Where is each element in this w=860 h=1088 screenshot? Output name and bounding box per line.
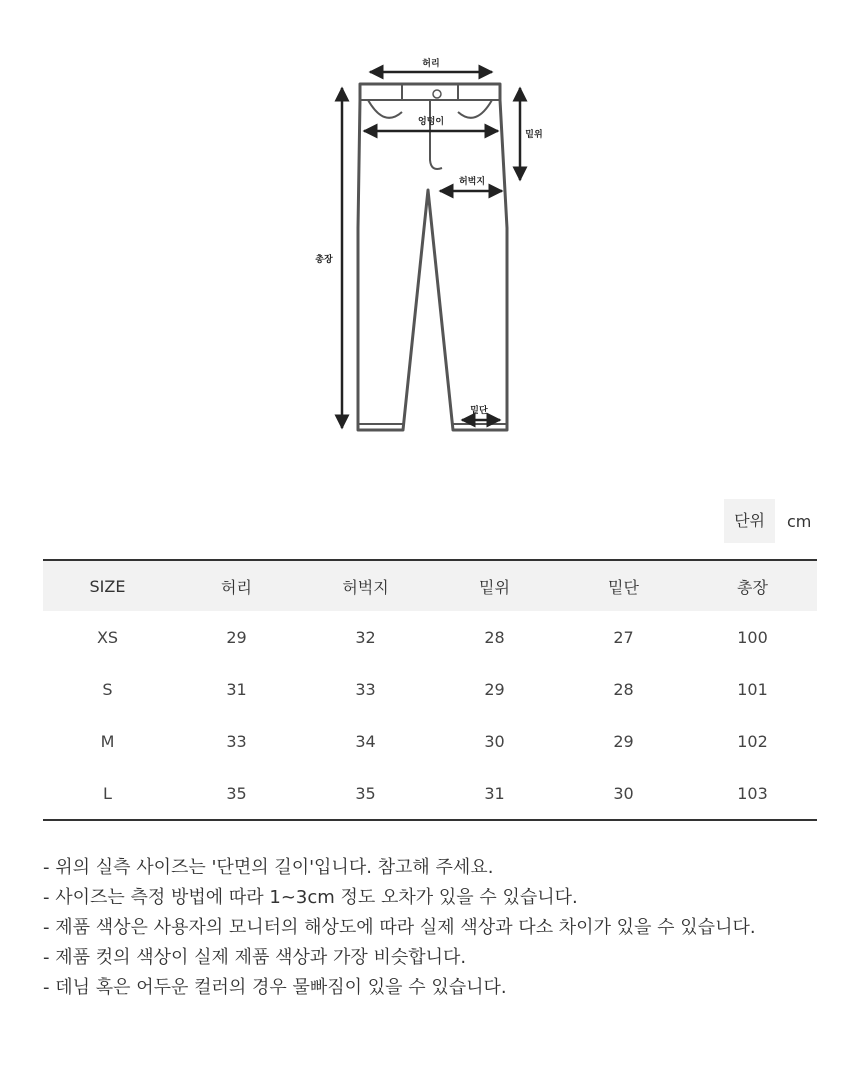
cell-hem: 27 [613, 627, 634, 647]
waist-label: 허리 [422, 59, 440, 69]
cell-thigh: 35 [355, 783, 376, 803]
cell-total-length: 101 [737, 679, 768, 699]
cell-rise: 30 [484, 731, 505, 751]
rise-label: 밑위 [525, 130, 543, 140]
pants-measurement-diagram [0, 0, 860, 450]
note-item: - 데님 혹은 어두운 컬러의 경우 물빠짐이 있을 수 있습니다. [43, 977, 507, 998]
header-waist: 허리 [172, 560, 301, 611]
table-row [43, 767, 817, 820]
cell-thigh: 32 [355, 627, 376, 647]
cell-total-length: 103 [737, 783, 768, 803]
cell-thigh: 34 [355, 731, 376, 751]
unit-label: 단위 [724, 499, 775, 543]
note-item: - 사이즈는 측정 방법에 따라 1~3cm 정도 오차가 있을 수 있습니다. [43, 887, 578, 908]
cell-size: M [100, 731, 115, 751]
cell-waist: 35 [226, 783, 247, 803]
cell-size: L [103, 783, 112, 803]
pants-outline [358, 84, 507, 430]
hip-label: 엉덩이 [417, 117, 445, 127]
cell-rise: 28 [484, 627, 505, 647]
note-item: - 제품 컷의 색상이 실제 제품 색상과 가장 비슷합니다. [43, 947, 467, 968]
total-length-label: 총장 [315, 255, 333, 265]
cell-waist: 33 [226, 731, 247, 751]
thigh-label: 허벅지 [458, 177, 486, 187]
table-row [43, 715, 817, 767]
table-header-row [43, 560, 817, 611]
table-row [43, 611, 817, 663]
table-row [43, 663, 817, 715]
cell-hem: 30 [613, 783, 634, 803]
note-item: - 제품 색상은 사용자의 모니터의 해상도에 따라 실제 색상과 다소 차이가 있을 수 있습니다. [43, 917, 756, 938]
cell-hem: 28 [613, 679, 634, 699]
unit-indicator [724, 499, 817, 543]
cell-size: S [102, 679, 113, 699]
cell-rise: 31 [484, 783, 505, 803]
cell-hem: 29 [613, 731, 634, 751]
hem-label: 밑단 [470, 406, 488, 416]
header-hem: 밑단 [559, 560, 688, 611]
cell-rise: 29 [484, 679, 505, 699]
cell-waist: 29 [226, 627, 247, 647]
size-table [43, 559, 817, 821]
header-size: SIZE [43, 560, 172, 611]
cell-total-length: 102 [737, 731, 768, 751]
cell-thigh: 33 [355, 679, 376, 699]
cell-waist: 31 [226, 679, 247, 699]
cell-size: XS [96, 627, 119, 647]
header-rise: 밑위 [430, 560, 559, 611]
note-item: - 위의 실측 사이즈는 '단면의 길이'입니다. 참고해 주세요. [43, 857, 494, 878]
cell-total-length: 100 [737, 627, 768, 647]
notes-list [43, 853, 843, 1003]
header-thigh: 허벅지 [301, 560, 430, 611]
unit-value: cm [787, 511, 812, 531]
button-icon [433, 90, 441, 98]
header-total-length: 총장 [688, 560, 817, 611]
